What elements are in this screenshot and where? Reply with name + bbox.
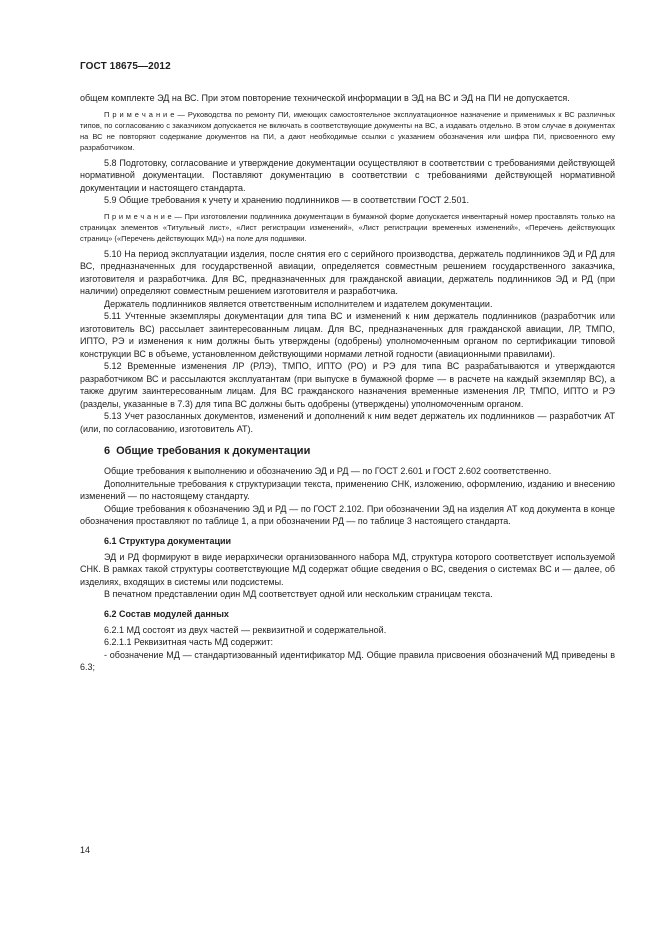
section-6-heading	[80, 445, 615, 457]
paragraph-5-10-holder: Держатель подлинников является ответственным исполнителем и издателем документации.	[104, 298, 493, 309]
note-text: — При изготовлении подлинника документации в бумажной форме допускается инвентарный номер проставлять только на страницах элементов «Титульный лист», «Лист регистрации изменений», «Лист регистрации временных изменений», «Перечень действующих страниц» («Перечень действующих МД») на поле для подшивки.	[80, 211, 615, 243]
paragraph-intro: общем комплекте ЭД на ВС. При этом повторение технической информации в ЭД на ВС и ЭД на ПИ не допускается.	[80, 93, 570, 103]
note-label: П р и м е ч а н и е	[104, 109, 175, 119]
page-number: 14	[80, 845, 91, 855]
subsection-6-1-heading: 6.1 Структура документации	[104, 535, 232, 546]
note-repair-manuals	[80, 109, 615, 153]
paragraph-5-10: 5.10 На период эксплуатации изделия, после снятия его с серийного производства, держатель подлинников ЭД и РД для ВС, предназначенных для государственной авиации, определяется совместным решением государственного заказчика, изготовителя и разработчика. Для ВС, предназначенных для гражданской авиации, держатель подлинников ЭД и РД (при наличии) определяют совместным решением изготовителя и разработчика.	[80, 248, 615, 296]
section-title: Общие требования к документации	[116, 445, 311, 457]
paragraph-5-12: 5.12 Временные изменения ЛР (РЛЭ), ТМПО, ИПТО (РО) и РЭ для типа ВС разрабатываются и утверждаются разработчиком ВС и рассылаются эксплуатантам (при выпуске в бумажной форме — в расчете на каждый экземпляр ВС), а также другим заинтересованным лицам. Для ВС гражданского назначения временные изменения ЛР, ТМПО, ИПТО и РЭ (разделы, указанные в 7.3) для типа ВС должны быть одобрены (утверждены) уполномоченным органом.	[80, 361, 615, 409]
paragraph-5-9: 5.9 Общие требования к учету и хранению подлинников — в соответствии ГОСТ 2.501.	[104, 195, 469, 205]
section-number: 6	[104, 445, 111, 457]
note-label: П р и м е ч а н и е	[104, 211, 172, 221]
paragraph-6-1-print: В печатном представлении один МД соответствует одной или нескольким страницам текста.	[104, 589, 493, 599]
paragraph-6-1-structure: ЭД и РД формируют в виде иерархически организованного набора МД, структура которого соответствует используемой СНК. В рамках такой структуры соответствующие МД содержат общие сведения о ВС, сведения о системах ВС и — далее, об изделиях, входящих в системы или подсистемы.	[80, 551, 615, 587]
paragraph-5-13: 5.13 Учет разосланных документов, изменений и дополнений к ним ведет держатель их подлинников — разработчик АТ (или, по согласованию, изготовитель АТ).	[80, 411, 615, 434]
paragraph-5-11: 5.11 Учтенные экземпляры документации для типа ВС и изменений к ним держатель подлинников (разработчик или изготовитель ВС) рассылает заинтересованным лицам. Для ВС, предназначенных для гражданской авиации, ЛР, ТМПО, ИПТО, РЭ и изменения к ним должны быть утверждены (одобрены) уполномоченным органом по сертификации типовой конструкции ВС в объеме, установленном действующими нормами летной годности (авиационными правилами).	[80, 311, 615, 359]
document-header-code: ГОСТ 18675—2012	[80, 61, 171, 72]
note-text: — Руководства по ремонту ПИ, имеющих самостоятельное эксплуатационное назначение и применимых к ВС различных типов, по согласованию с заказчиком допускается не включать в соответствующие документы на ВС, а издавать отдельно. В этом случае в документах на ВС не повторяют содержание документов на ПИ, а дают необходимые ссылки с указанием обозначения или шифра ПИ, присвоенного ему разработчиком.	[80, 109, 615, 152]
subsection-6-2-heading: 6.2 Состав модулей данных	[104, 608, 229, 619]
note-inventory-number	[80, 211, 615, 244]
paragraph-6-additional: Дополнительные требования к структуризации текста, применению СНК, изложению, оформлению, изданию и внесению изменений — по настоящему стандарту.	[80, 478, 615, 501]
paragraph-6-designation: Общие требования к обозначению ЭД и РД — по ГОСТ 2.102. При обозначении ЭД на изделия АТ код документа в конце обозначения проставляют по таблице 1, а при обозначении РД — по таблице 3 настоящего стандарта.	[80, 503, 615, 526]
paragraph-6-2-1-1: 6.2.1.1 Реквизитная часть МД содержит:	[104, 637, 273, 647]
paragraph-6-general: Общие требования к выполнению и обозначению ЭД и РД — по ГОСТ 2.601 и ГОСТ 2.602 соответственно.	[104, 466, 552, 476]
paragraph-6-2-1: 6.2.1 МД состоят из двух частей — реквизитной и содержательной.	[104, 624, 387, 635]
page-body	[80, 92, 615, 674]
paragraph-6-2-1-1-item: - обозначение МД — стандартизованный идентификатор МД. Общие правила присвоения обозначений МД приведены в 6.3;	[80, 649, 615, 672]
paragraph-5-8: 5.8 Подготовку, согласование и утверждение документации осуществляют в соответствии с требованиями действующей нормативной документации. Поставляют документацию в соответствии с требованиями действующей нормативной документации и настоящего стандарта.	[80, 157, 615, 193]
